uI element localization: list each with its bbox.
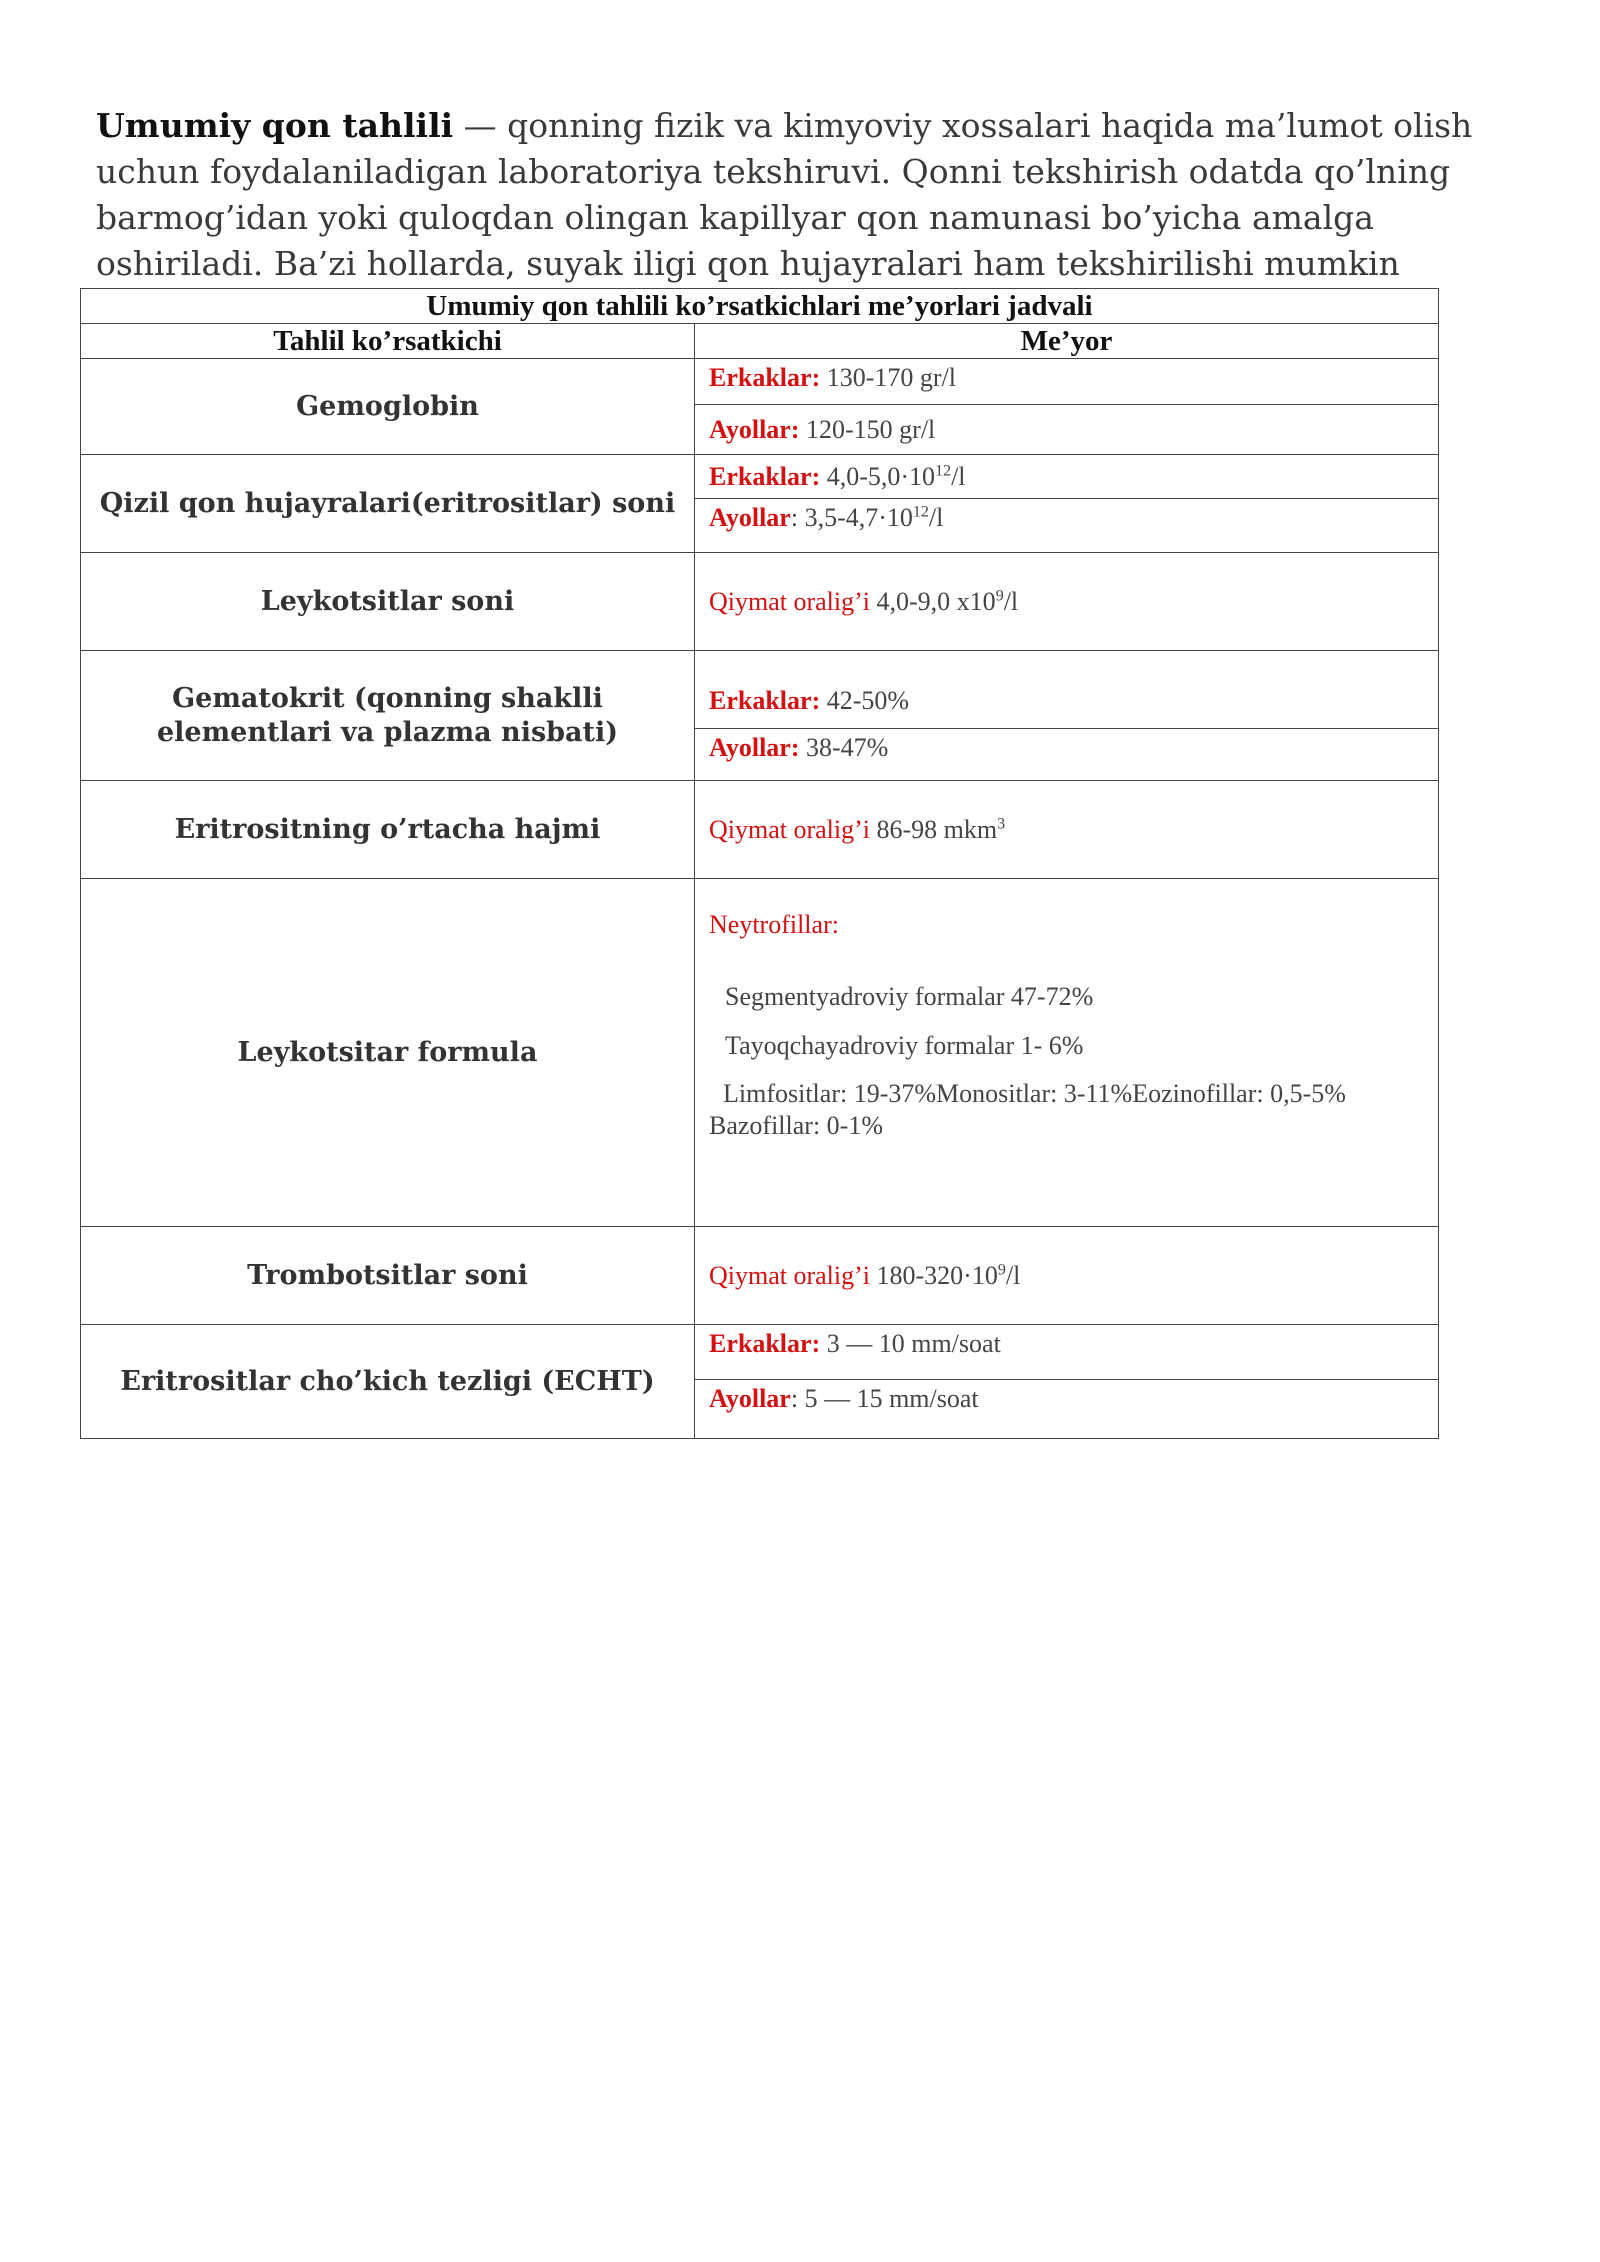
- row-label-rbc: Qizil qon hujayralari(eritrositlar) soni: [81, 455, 695, 553]
- row-label-mcv: Eritrositning o’rtacha hajmi: [81, 781, 695, 879]
- mcv-norm: Qiymat oralig’i 86-98 mkm$^3$: [695, 781, 1439, 879]
- hematocrit-female-norm: Ayollar: 38-47%: [695, 729, 1439, 781]
- esr-female-norm: Ayollar: 5 — 15 mm/soat: [695, 1380, 1439, 1439]
- row-label-platelets: Trombotsitlar soni: [81, 1227, 695, 1325]
- esr-male-norm: Erkaklar: 3 — 10 mm/soat: [695, 1325, 1439, 1380]
- intro-term: Umumiy qon tahlili: [96, 106, 454, 145]
- column-header-norm: Me’yor: [695, 324, 1439, 359]
- row-label-wbc: Leykotsitlar soni: [81, 553, 695, 651]
- row-label-esr: Eritrositlar cho’kich tezligi (ECHT): [81, 1325, 695, 1439]
- row-label-hemoglobin: Gemoglobin: [81, 359, 695, 455]
- intro-paragraph: [96, 103, 1496, 287]
- segmented-forms: Segmentyadroviy formalar 47-72%: [725, 982, 1094, 1011]
- intro-text: — qonning fizik va kimyoviy xossalari haqida ma’lumot olish uchun foydalaniladigan laboratoriya tekshiruvi. Qonni tekshirish odatda qo’lning barmog’idan yoki quloqdan olingan kapillyar qon namunasi bo’yicha amalga oshiriladi. Ba’zi hollarda, suyak iligi qon hujayralari ham tekshirilishi mumkin: [96, 106, 1473, 283]
- row-label-hematocrit: Gematokrit (qonning shaklli elementlari va plazma nisbati): [81, 651, 695, 781]
- band-forms: Tayoqchayadroviy formalar 1- 6%: [725, 1031, 1084, 1060]
- table-title: Umumiy qon tahlili ko’rsatkichlari me’yorlari jadvali: [81, 289, 1439, 324]
- rbc-female-norm: Ayollar: $3,5-4,7\cdot 10^{12}/l$: [695, 499, 1439, 553]
- platelets-norm: Qiymat oralig’i $180-320\cdot 10^9/l$: [695, 1227, 1439, 1325]
- leukocyte-formula-norm: [695, 879, 1439, 1227]
- column-header-indicator: Tahlil ko’rsatkichi: [81, 324, 695, 359]
- wbc-norm: Qiymat oralig’i 4,0-9,0 $x10^9/l$: [695, 553, 1439, 651]
- rbc-male-norm: Erkaklar: $4,0-5,0\cdot 10^{12}/l$: [695, 455, 1439, 499]
- blood-norms-table: [80, 288, 1439, 1439]
- basophils: Bazofillar: 0-1%: [709, 1111, 883, 1140]
- hemoglobin-female-norm: Ayollar: 120-150 gr/l: [695, 405, 1439, 455]
- neutrophils-heading: Neytrofillar:: [709, 910, 839, 939]
- other-leukocytes: Limfositlar: 19-37%Monositlar: 3-11%Eozinofillar: 0,5-5%: [723, 1079, 1346, 1108]
- hemoglobin-male-norm: Erkaklar: 130-170 gr/l: [695, 359, 1439, 405]
- hematocrit-male-norm: Erkaklar: 42-50%: [695, 651, 1439, 729]
- row-label-leukocyte-formula: Leykotsitar formula: [81, 879, 695, 1227]
